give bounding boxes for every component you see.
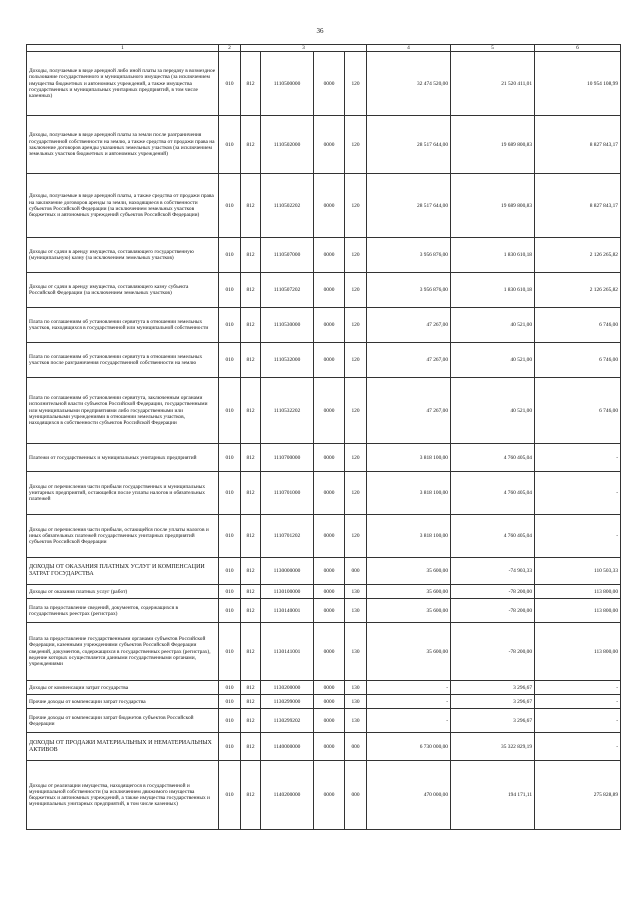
table-row (27, 238, 621, 273)
approved-amount: 35 600,00 (367, 599, 451, 623)
row-name: Доходы, получаемые в виде арендной платы, а также средства от продажи права на заключение договоров аренды за земли, находящиеся в собственности субъектов Российской Федерации (за исключением земельных участков бюджетных и автономных учреждений субъектов Российской Федерации) (27, 174, 219, 238)
row-name: Доходы от перечисления части прибыли, остающейся после уплаты налогов и иных обязательных платежей государственных унитарных предприятий субъектов Российской Федерации (27, 515, 219, 558)
approved-amount: 3 818 100,00 (367, 444, 451, 472)
subcode: 0000 (314, 52, 345, 116)
executed-amount: 3 296,67 (451, 695, 535, 709)
approved-amount: - (367, 709, 451, 733)
subcode: 0000 (314, 761, 345, 830)
row-name: Доходы, получаемые в виде арендной либо иной платы за передачу в возмездное пользование государственного и муниципального имущества (за исключением имущества бюджетных и автономных учреждений, а также имущества государственных и муниципальных унитарных предприятий, в том числе казенных) (27, 52, 219, 116)
page-number: 36 (316, 27, 324, 35)
revenue-code: 1110532202 (261, 378, 314, 444)
executed-amount: 35 322 829,19 (451, 733, 535, 761)
line-code: 010 (219, 709, 241, 733)
revenue-code: 1130299202 (261, 709, 314, 733)
classification-code: 130 (345, 599, 367, 623)
row-name: ДОХОДЫ ОТ ОКАЗАНИЯ ПЛАТНЫХ УСЛУГ И КОМПЕНСАЦИИ ЗАТРАТ ГОСУДАРСТВА (27, 558, 219, 585)
line-code: 010 (219, 444, 241, 472)
executed-amount: -78 200,00 (451, 585, 535, 599)
subcode: 0000 (314, 238, 345, 273)
header-col-2: 2 (219, 45, 241, 52)
revenue-code: 1110701000 (261, 472, 314, 515)
subcode: 0000 (314, 599, 345, 623)
unexecuted-amount: 6 746,00 (535, 308, 621, 343)
approved-amount: 6 730 000,00 (367, 733, 451, 761)
admin-code: 812 (241, 681, 261, 695)
line-code: 010 (219, 52, 241, 116)
approved-amount: 47 267,00 (367, 378, 451, 444)
revenue-code: 1110532000 (261, 343, 314, 378)
classification-code: 120 (345, 52, 367, 116)
classification-code: 000 (345, 733, 367, 761)
header-col-4: 4 (367, 45, 451, 52)
classification-code: 120 (345, 515, 367, 558)
approved-amount: - (367, 695, 451, 709)
unexecuted-amount: 6 746,00 (535, 378, 621, 444)
subcode: 0000 (314, 444, 345, 472)
classification-code: 120 (345, 116, 367, 174)
subcode: 0000 (314, 308, 345, 343)
unexecuted-amount: - (535, 733, 621, 761)
executed-amount: 19 689 800,83 (451, 116, 535, 174)
subcode: 0000 (314, 273, 345, 308)
line-code: 010 (219, 116, 241, 174)
row-name: Прочие доходы от компенсации затрат государства (27, 695, 219, 709)
admin-code: 812 (241, 695, 261, 709)
admin-code: 812 (241, 599, 261, 623)
row-name: Прочие доходы от компенсации затрат бюджетов субъектов Российской Федерации (27, 709, 219, 733)
subcode: 0000 (314, 623, 345, 681)
revenue-code: 1110507202 (261, 273, 314, 308)
table-row (27, 273, 621, 308)
unexecuted-amount: - (535, 444, 621, 472)
executed-amount: 3 296,67 (451, 681, 535, 695)
approved-amount: 470 000,00 (367, 761, 451, 830)
admin-code: 812 (241, 444, 261, 472)
admin-code: 812 (241, 709, 261, 733)
executed-amount: 1 830 610,18 (451, 238, 535, 273)
unexecuted-amount: 110 503,33 (535, 558, 621, 585)
admin-code: 812 (241, 378, 261, 444)
revenue-code: 1130299000 (261, 695, 314, 709)
classification-code: 000 (345, 558, 367, 585)
classification-code: 120 (345, 174, 367, 238)
unexecuted-amount: 10 954 108,99 (535, 52, 621, 116)
table-row (27, 174, 621, 238)
row-name: Плата за предоставление государственными органами субъектов Российской Федерации, казенными учреждениями субъектов Российской Федерации сведений, документов, содержащихся в государственных реестрах (регистрах), ведение которых осуществляется данными государственными органами, учреждениями (27, 623, 219, 681)
line-code: 010 (219, 585, 241, 599)
executed-amount: -78 200,00 (451, 623, 535, 681)
classification-code: 120 (345, 472, 367, 515)
table-row (27, 709, 621, 733)
subcode: 0000 (314, 378, 345, 444)
unexecuted-amount: 2 126 265,82 (535, 238, 621, 273)
unexecuted-amount: 113 800,00 (535, 599, 621, 623)
classification-code: 120 (345, 238, 367, 273)
table-row (27, 733, 621, 761)
table-row (27, 378, 621, 444)
subcode: 0000 (314, 695, 345, 709)
table-row (27, 472, 621, 515)
unexecuted-amount: 275 828,89 (535, 761, 621, 830)
executed-amount: -78 200,00 (451, 599, 535, 623)
revenue-code: 1110500000 (261, 52, 314, 116)
line-code: 010 (219, 623, 241, 681)
table-row (27, 695, 621, 709)
executed-amount: 40 521,00 (451, 343, 535, 378)
executed-amount: 4 760 405,04 (451, 472, 535, 515)
executed-amount: 40 521,00 (451, 378, 535, 444)
subcode: 0000 (314, 709, 345, 733)
classification-code: 130 (345, 709, 367, 733)
admin-code: 812 (241, 343, 261, 378)
approved-amount: 28 517 644,00 (367, 174, 451, 238)
table-row (27, 623, 621, 681)
approved-amount: 32 474 520,00 (367, 52, 451, 116)
table-row (27, 599, 621, 623)
revenue-code: 1110502000 (261, 116, 314, 174)
unexecuted-amount: - (535, 515, 621, 558)
row-name: Доходы от сдачи в аренду имущества, составляющего государственную (муниципальную) казну (за исключением земельных участков) (27, 238, 219, 273)
table-row (27, 308, 621, 343)
subcode: 0000 (314, 515, 345, 558)
approved-amount: 3 956 876,00 (367, 273, 451, 308)
revenue-table (26, 44, 621, 830)
table-row (27, 116, 621, 174)
table-row (27, 52, 621, 116)
unexecuted-amount: 6 746,00 (535, 343, 621, 378)
executed-amount: 40 521,00 (451, 308, 535, 343)
approved-amount: 35 600,00 (367, 558, 451, 585)
table-header-row (27, 45, 621, 52)
executed-amount: 4 760 405,04 (451, 444, 535, 472)
row-name: Доходы, получаемые в виде арендной платы за земли после разграничения государственной собственности на землю, а также средства от продажи права на заключение договоров аренды указанных земельных участков (за исключением земельных участков бюджетных и автономных учреждений) (27, 116, 219, 174)
classification-code: 120 (345, 308, 367, 343)
admin-code: 812 (241, 116, 261, 174)
classification-code: 130 (345, 681, 367, 695)
unexecuted-amount: - (535, 709, 621, 733)
row-name: Доходы от реализации имущества, находящегося в государственной и муниципальной собственности (за исключением движимого имущества бюджетных и автономных учреждений, а также имущества государственных и муниципальных унитарных предприятий, в том числе казенных) (27, 761, 219, 830)
subcode: 0000 (314, 585, 345, 599)
executed-amount: 1 830 610,18 (451, 273, 535, 308)
revenue-code: 1110530000 (261, 308, 314, 343)
subcode: 0000 (314, 733, 345, 761)
unexecuted-amount: 8 827 843,17 (535, 174, 621, 238)
subcode: 0000 (314, 174, 345, 238)
line-code: 010 (219, 558, 241, 585)
approved-amount: 47 267,00 (367, 343, 451, 378)
line-code: 010 (219, 343, 241, 378)
admin-code: 812 (241, 174, 261, 238)
revenue-code: 1140200000 (261, 761, 314, 830)
subcode: 0000 (314, 116, 345, 174)
admin-code: 812 (241, 273, 261, 308)
table-row (27, 585, 621, 599)
table-row (27, 681, 621, 695)
unexecuted-amount: 2 126 265,82 (535, 273, 621, 308)
line-code: 010 (219, 308, 241, 343)
approved-amount: - (367, 681, 451, 695)
unexecuted-amount: 113 800,00 (535, 623, 621, 681)
table-row (27, 444, 621, 472)
row-name: ДОХОДЫ ОТ ПРОДАЖИ МАТЕРИАЛЬНЫХ И НЕМАТЕРИАЛЬНЫХ АКТИВОВ (27, 733, 219, 761)
unexecuted-amount: - (535, 472, 621, 515)
row-name: Плата по соглашениям об установлении сервитута в отношении земельных участков, находящихся в государственной или муниципальной собственности (27, 308, 219, 343)
row-name: Плата за предоставление сведений, документов, содержащихся в государственных реестрах (регистрах) (27, 599, 219, 623)
admin-code: 812 (241, 623, 261, 681)
revenue-code: 1110502202 (261, 174, 314, 238)
classification-code: 130 (345, 623, 367, 681)
subcode: 0000 (314, 558, 345, 585)
executed-amount: 19 689 800,83 (451, 174, 535, 238)
admin-code: 812 (241, 52, 261, 116)
row-name: Доходы от перечисления части прибыли государственных и муниципальных унитарных предприятий, остающейся после уплаты налогов и обязательных платежей (27, 472, 219, 515)
row-name: Доходы от оказания платных услуг (работ) (27, 585, 219, 599)
approved-amount: 3 818 100,00 (367, 472, 451, 515)
executed-amount: -74 903,33 (451, 558, 535, 585)
header-col-1: 1 (27, 45, 219, 52)
revenue-code: 1110507000 (261, 238, 314, 273)
row-name: Доходы от сдачи в аренду имущества, составляющего казну субъекта Российской Федерации (за исключением земельных участков) (27, 273, 219, 308)
row-name: Платежи от государственных и муниципальных унитарных предприятий (27, 444, 219, 472)
table-row (27, 515, 621, 558)
line-code: 010 (219, 378, 241, 444)
classification-code: 130 (345, 695, 367, 709)
header-col-5: 5 (451, 45, 535, 52)
line-code: 010 (219, 515, 241, 558)
revenue-code: 1110701202 (261, 515, 314, 558)
subcode: 0000 (314, 472, 345, 515)
admin-code: 812 (241, 308, 261, 343)
header-col-6: 6 (535, 45, 621, 52)
approved-amount: 3 956 876,00 (367, 238, 451, 273)
revenue-code: 1130140001 (261, 599, 314, 623)
table-row (27, 761, 621, 830)
line-code: 010 (219, 599, 241, 623)
classification-code: 120 (345, 273, 367, 308)
classification-code: 120 (345, 444, 367, 472)
row-name: Доходы от компенсации затрат государства (27, 681, 219, 695)
row-name: Плата по соглашениям об установлении сервитута в отношении земельных участков после разграничения государственной собственности на землю (27, 343, 219, 378)
line-code: 010 (219, 681, 241, 695)
admin-code: 812 (241, 515, 261, 558)
line-code: 010 (219, 238, 241, 273)
revenue-code: 1130000000 (261, 558, 314, 585)
revenue-code: 1130141001 (261, 623, 314, 681)
subcode: 0000 (314, 681, 345, 695)
executed-amount: 21 520 411,01 (451, 52, 535, 116)
approved-amount: 28 517 644,00 (367, 116, 451, 174)
classification-code: 120 (345, 343, 367, 378)
admin-code: 812 (241, 733, 261, 761)
subcode: 0000 (314, 343, 345, 378)
executed-amount: 3 296,67 (451, 709, 535, 733)
row-name: Плата по соглашениям об установлении сервитута, заключенным органами исполнительной власти субъектов Российской Федерации, государственными или муниципальными предприятиями либо государственными или муниципальными учреждениями в отношении земельных участков, находящихся в собственности субъектов Российской Федерации (27, 378, 219, 444)
classification-code: 000 (345, 761, 367, 830)
table-row (27, 558, 621, 585)
unexecuted-amount: 8 827 843,17 (535, 116, 621, 174)
unexecuted-amount: 113 800,00 (535, 585, 621, 599)
approved-amount: 35 600,00 (367, 585, 451, 599)
classification-code: 130 (345, 585, 367, 599)
revenue-code: 1110700000 (261, 444, 314, 472)
executed-amount: 4 760 405,04 (451, 515, 535, 558)
classification-code: 120 (345, 378, 367, 444)
approved-amount: 3 818 100,00 (367, 515, 451, 558)
admin-code: 812 (241, 238, 261, 273)
line-code: 010 (219, 472, 241, 515)
table-row (27, 343, 621, 378)
line-code: 010 (219, 273, 241, 308)
unexecuted-amount: - (535, 695, 621, 709)
line-code: 010 (219, 761, 241, 830)
line-code: 010 (219, 695, 241, 709)
admin-code: 812 (241, 585, 261, 599)
admin-code: 812 (241, 558, 261, 585)
admin-code: 812 (241, 761, 261, 830)
header-col-3: 3 (241, 45, 367, 52)
executed-amount: 194 171,11 (451, 761, 535, 830)
admin-code: 812 (241, 472, 261, 515)
unexecuted-amount: - (535, 681, 621, 695)
line-code: 010 (219, 174, 241, 238)
line-code: 010 (219, 733, 241, 761)
approved-amount: 47 267,00 (367, 308, 451, 343)
approved-amount: 35 600,00 (367, 623, 451, 681)
revenue-code: 1140000000 (261, 733, 314, 761)
revenue-code: 1130100000 (261, 585, 314, 599)
revenue-code: 1130200000 (261, 681, 314, 695)
